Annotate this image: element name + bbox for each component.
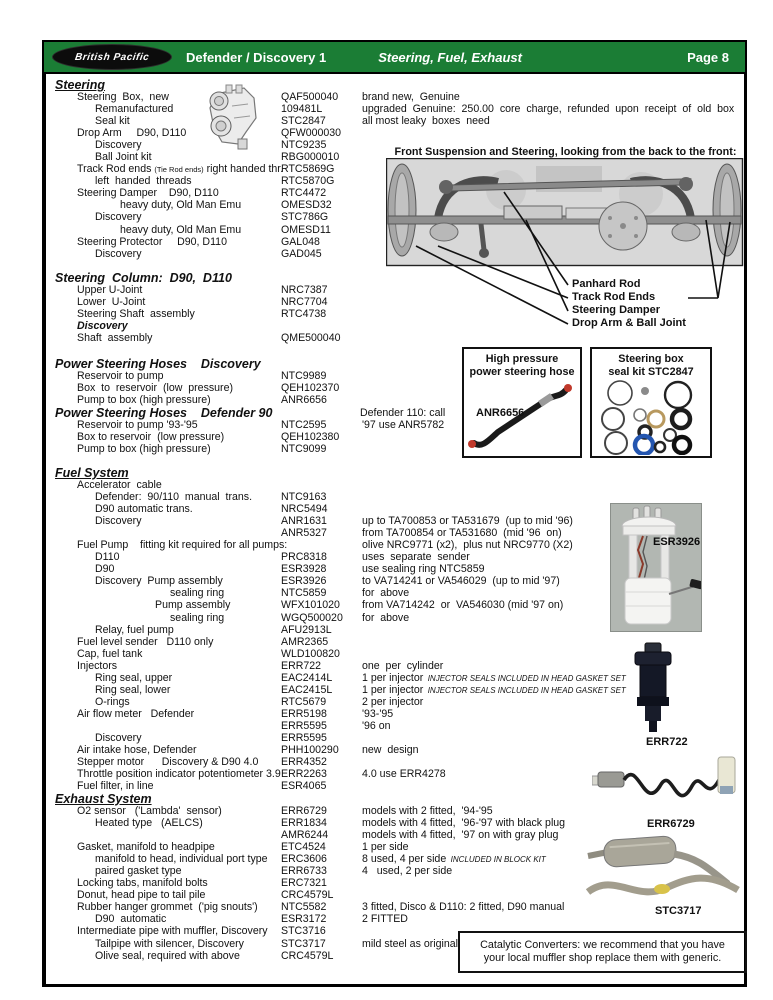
part-description: Pump to box (high pressure) (77, 443, 211, 456)
part-description: Drop Arm D90, D110 (77, 127, 187, 140)
part-number: RTC5869G (281, 163, 335, 176)
part-description: D110 (95, 551, 120, 564)
part-number: CRC4579L (281, 949, 334, 962)
part-note: to VA714241 or VA546029 (up to mid '97) (362, 575, 560, 588)
part-number: ERR6729 (281, 805, 327, 817)
part-number: ANR5327 (281, 527, 327, 540)
part-number: QEH102370 (281, 382, 340, 395)
fuel-pump-label: ESR3926 (653, 536, 701, 548)
fuel-pump-image (610, 503, 702, 632)
part-note: brand new, Genuine (362, 91, 460, 103)
part-description: Accelerator cable (77, 479, 162, 491)
part-description: Fuel level sender D110 only (77, 635, 214, 648)
part-number: ESR3926 (281, 575, 327, 588)
part-note: '96 on (362, 719, 391, 732)
part-number: ETC4524 (281, 841, 326, 854)
part-number: ANR6656 (281, 394, 327, 407)
catalytic-note-line2: your local muffler shop replace them with generic. (483, 952, 722, 964)
part-number: NTC9235 (281, 139, 327, 152)
part-note: 2 FITTED (362, 913, 408, 926)
diagram-caption: Front Suspension and Steering, looking from the back to the front: (394, 146, 737, 158)
part-number: WFX101020 (281, 599, 340, 612)
part-note: models with 4 fitted, '97 on with gray plug (362, 829, 559, 842)
part-description: Olive seal, required with above (95, 949, 240, 962)
part-note: 1 per injector INJECTOR SEALS INCLUDED IN HEAD GASKET SET (362, 671, 626, 684)
part-number: NTC9099 (281, 443, 327, 456)
part-number: RTC4472 (281, 187, 327, 200)
part-description: Defender: 90/110 manual trans. (95, 491, 253, 504)
part-description: heavy duty, Old Man Emu (120, 199, 242, 212)
part-note: '93-'95 (362, 707, 394, 720)
part-number: WGQ500020 (281, 611, 343, 624)
part-description: Box to reservoir (low pressure) (77, 431, 225, 444)
label-drop-arm-ball-joint: Drop Arm & Ball Joint (572, 317, 686, 329)
part-number: OMESD11 (281, 223, 331, 236)
part-number: AFU2913L (281, 623, 332, 636)
injector-image (622, 642, 684, 734)
part-number: ERC7321 (281, 877, 327, 890)
part-note: 8 used, 4 per side INCLUDED IN BLOCK KIT (362, 853, 546, 866)
part-description: Steering Shaft assembly (77, 308, 195, 321)
part-description: Locking tabs, manifold bolts (77, 877, 208, 890)
part-note: 3 fitted, Disco & D110: 2 fitted, D90 manual (362, 901, 565, 914)
part-number: ERR722 (281, 659, 322, 672)
part-number: ERR4352 (281, 756, 327, 769)
part-note: up to TA700853 or TA531679 (up to mid '96) (362, 515, 573, 528)
part-number: EAC2415L (281, 683, 333, 696)
header-page-number: Page 8 (687, 49, 729, 65)
part-description: Ring seal, lower (95, 683, 171, 696)
hose-part-number: ANR6656 (476, 407, 525, 419)
part-description: Track Rod ends (Tie Rod ends) right handed thr. (77, 163, 284, 176)
part-note: mild steel as original (362, 937, 458, 950)
parts-row (55, 127, 755, 139)
part-number: 109481L (281, 103, 323, 116)
seal-kit-title: Steering box seal kit STC2847 (608, 353, 694, 378)
part-note: models with 2 fitted, '94-'95 (362, 805, 493, 817)
part-description: Reservoir to pump '93-'95 (77, 419, 198, 431)
parts-row (55, 491, 755, 503)
label-panhard-rod: Panhard Rod (572, 278, 641, 290)
part-number: GAL048 (281, 235, 320, 248)
label-steering-damper: Steering Damper (572, 304, 661, 316)
part-note: from TA700854 or TA531680 (mid '96 on) (362, 527, 562, 540)
part-description: Tailpipe with silencer, Discovery (95, 937, 244, 950)
part-note: for above (362, 587, 410, 600)
part-number: QFW000030 (281, 127, 342, 140)
part-number: NRC7387 (281, 284, 328, 296)
part-description: Intermediate pipe with muffler, Discovery (77, 925, 268, 938)
injector-label: ERR722 (646, 736, 688, 748)
part-description: sealing ring (170, 587, 225, 600)
part-number: STC786G (281, 211, 329, 224)
part-number: STC3717 (281, 937, 326, 950)
o2-sensor-label: ERR6729 (647, 818, 695, 830)
part-note: one per cylinder (362, 659, 444, 672)
part-description: manifold to head, individual port type (95, 853, 268, 866)
part-description: Donut, head pipe to tail pile (77, 889, 206, 902)
hose-box (462, 347, 582, 458)
part-description: Discovery (95, 211, 142, 224)
part-description: Upper U-Joint (77, 284, 143, 296)
part-number: RBG000010 (281, 151, 340, 164)
part-description: Fuel filter, in line (77, 780, 154, 793)
exhaust-image (586, 830, 748, 904)
part-description: Discovery Pump assembly (95, 575, 223, 588)
part-description: Seal kit (95, 115, 130, 128)
header-subtitle: Steering, Fuel, Exhaust (378, 49, 522, 65)
part-description: Air intake hose, Defender (77, 744, 197, 757)
part-number: RTC5679 (281, 695, 327, 708)
part-description: Discovery (95, 139, 142, 152)
part-number: ERR5595 (281, 719, 327, 732)
exhaust-label: STC3717 (655, 905, 702, 917)
part-description: Throttle position indicator potentiometer 3.9 (77, 768, 281, 781)
part-description: Air flow meter Defender (77, 707, 195, 720)
part-number: GAD045 (281, 247, 322, 260)
label-track-rod-ends: Track Rod Ends (572, 291, 656, 303)
parts-row (55, 913, 755, 925)
part-note: from VA714242 or VA546030 (mid '97 on) (362, 599, 564, 612)
part-number: WLD100820 (281, 647, 340, 660)
part-number: ERR1834 (281, 817, 327, 830)
part-number: NRC7704 (281, 296, 328, 309)
part-note: 4.0 use ERR4278 (362, 768, 446, 781)
part-note: 4 used, 2 per side (362, 865, 453, 878)
part-number: ERC3606 (281, 853, 327, 866)
part-description: Fuel Pump fitting kit required for all pumps: (77, 539, 288, 552)
part-description: heavy duty, Old Man Emu (120, 223, 242, 236)
part-number: STC2847 (281, 115, 326, 128)
part-description: D90 (95, 563, 115, 576)
section-title: Steering Column: D90, D110 (55, 271, 232, 285)
part-number: AMR2365 (281, 635, 329, 648)
section-title: Power Steering Hoses Defender 90 Defender 110: call (55, 406, 446, 420)
section-title: Power Steering Hoses Discovery (55, 357, 261, 371)
part-description: sealing ring (170, 611, 225, 624)
part-description: Ball Joint kit (95, 151, 152, 164)
part-note: olive NRC9771 (x2), plus nut NRC9770 (X2) (362, 539, 573, 552)
section-title: Steering (55, 78, 106, 92)
part-description: Discovery (95, 247, 142, 260)
part-number: ESR3928 (281, 563, 327, 576)
part-number: QAF500040 (281, 91, 339, 103)
part-description: Steering Protector D90, D110 (77, 235, 227, 248)
steering-box-illustration (196, 84, 266, 152)
part-note: for above (362, 611, 410, 624)
parts-row (55, 103, 755, 115)
section-title: Fuel System (55, 466, 129, 480)
part-number: NTC9989 (281, 370, 327, 382)
part-number: PHH100290 (281, 744, 339, 757)
part-description: D90 automatic trans. (95, 503, 193, 516)
part-description: Steering Damper D90, D110 (77, 187, 219, 200)
seal-kit-box (590, 347, 712, 458)
part-description: Discovery (95, 731, 142, 744)
part-description: Lower U-Joint (77, 296, 146, 309)
part-description: O2 sensor ('Lambda' sensor) (77, 805, 222, 817)
seal-kit-illustration (592, 379, 710, 455)
part-description: left handed threads (95, 175, 192, 188)
part-number: NTC5582 (281, 901, 327, 914)
part-note: uses separate sender (362, 551, 470, 564)
part-number: QEH102380 (281, 431, 340, 444)
part-number: ESR4065 (281, 780, 327, 793)
part-note: models with 4 fitted, '96-'97 with black plug (362, 817, 566, 830)
part-description: Remanufactured (95, 103, 174, 116)
part-description: Pump to box (high pressure) (77, 394, 211, 407)
part-note: upgraded Genuine: 250.00 core charge, refunded upon receipt of old box (362, 103, 735, 116)
suspension-diagram (386, 158, 745, 334)
section-title-note: Defender 110: call (360, 407, 446, 419)
parts-row (55, 479, 755, 491)
part-number: ERR5595 (281, 731, 327, 744)
part-number: NRC5494 (281, 503, 328, 516)
part-number: QME500040 (281, 332, 341, 345)
part-number: STC3716 (281, 925, 326, 938)
part-note: use sealing ring NTC5859 (362, 563, 485, 576)
section-title: Exhaust System (55, 792, 152, 806)
part-number: EAC2414L (281, 671, 333, 684)
part-number: NTC2595 (281, 419, 327, 431)
part-description: Heated type (AELCS) (95, 817, 203, 830)
part-description: Reservoir to pump (77, 370, 164, 382)
part-note: 1 per injector INJECTOR SEALS INCLUDED IN HEAD GASKET SET (362, 683, 626, 696)
brand-name: British Pacific (74, 51, 150, 63)
part-description: Pump assembly (155, 599, 231, 612)
o2-sensor-image (592, 756, 747, 824)
part-number: ERR2263 (281, 768, 327, 781)
header-model: Defender / Discovery 1 (186, 49, 327, 65)
part-note: all most leaky boxes need (362, 115, 490, 128)
part-number: RTC4738 (281, 308, 327, 321)
part-number: ERR6733 (281, 865, 327, 878)
part-description: Rubber hanger grommet ('pig snouts') (77, 901, 258, 914)
part-number: RTC5870G (281, 175, 335, 188)
part-number: OMESD32 (281, 199, 332, 212)
parts-row (55, 115, 755, 127)
part-description: paired gasket type (95, 865, 182, 878)
part-number: ANR1631 (281, 515, 327, 528)
part-description: Cap, fuel tank (77, 647, 143, 660)
part-description: Box to reservoir (low pressure) (77, 382, 234, 395)
part-description: O-rings (95, 695, 130, 708)
part-description: Ring seal, upper (95, 671, 173, 684)
part-description: D90 automatic (95, 913, 167, 926)
parts-row (55, 91, 755, 103)
part-note: '97 use ANR5782 (362, 419, 445, 431)
part-description: Steering Box, new (77, 91, 169, 103)
part-description: Shaft assembly (77, 332, 153, 345)
part-number: AMR6244 (281, 829, 329, 842)
part-number: NTC9163 (281, 491, 327, 504)
part-description: Stepper motor Discovery & D90 4.0 (77, 756, 259, 769)
part-description: Relay, fuel pump (95, 623, 174, 636)
part-description: Discovery (77, 320, 128, 333)
part-description: Injectors (77, 659, 118, 672)
part-description: Gasket, manifold to headpipe (77, 841, 215, 854)
catalytic-note-box (458, 931, 747, 973)
catalytic-note-line1: Catalytic Converters: we recommend that you have (480, 938, 725, 951)
part-description: Discovery (95, 515, 142, 528)
part-number: NTC5859 (281, 587, 327, 600)
page-border-left (42, 40, 46, 987)
part-number: ESR3172 (281, 913, 327, 926)
part-number: ERR5198 (281, 707, 327, 720)
part-note: new design (362, 744, 419, 757)
part-number: CRC4579L (281, 889, 334, 902)
part-note: 1 per side (362, 841, 409, 854)
part-note: 2 per injector (362, 695, 424, 708)
part-number: PRC8318 (281, 551, 327, 564)
hose-box-title: High pressure power steering hose (469, 353, 575, 378)
